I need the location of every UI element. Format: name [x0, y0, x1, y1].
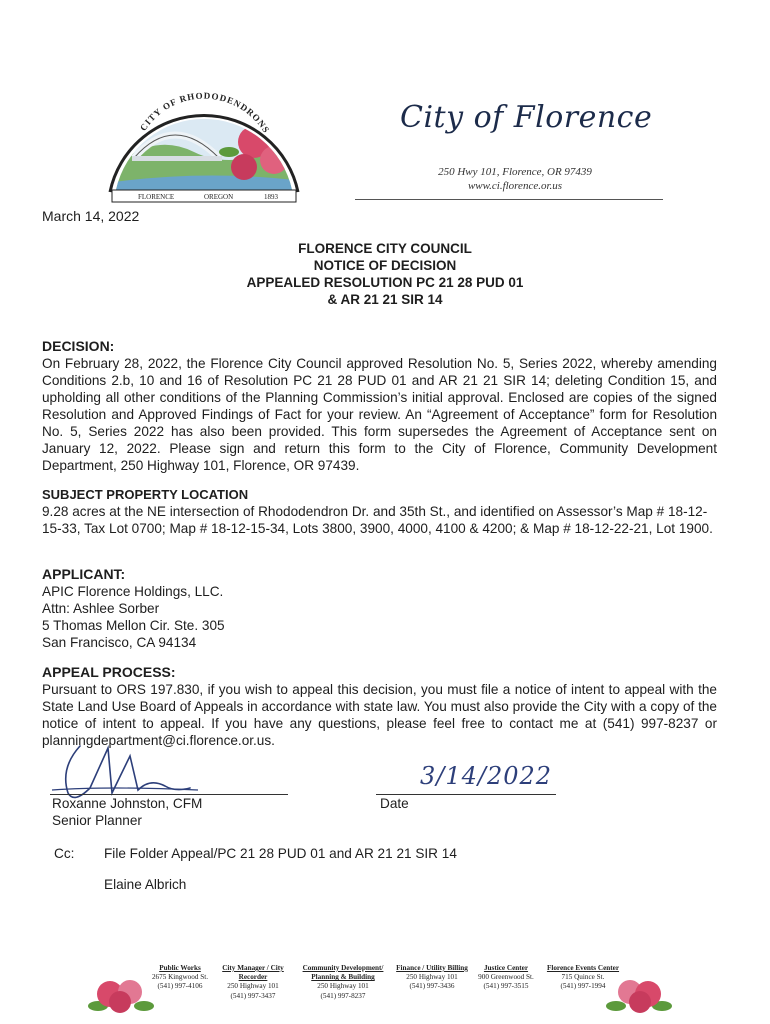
city-name: City of Florence [400, 100, 653, 135]
title-line-2: NOTICE OF DECISION [313, 258, 457, 273]
subject-property-heading: SUBJECT PROPERTY LOCATION [42, 487, 249, 502]
website-line: www.ci.florence.or.us [467, 180, 563, 192]
letter-date: March 14, 2022 [42, 208, 140, 224]
footer-dept-justice-center [472, 964, 540, 992]
seal-arc-text: CITY OF RHODODENDRONS [138, 90, 272, 136]
applicant-line: Attn: Ashlee Sorber [42, 601, 160, 616]
seal-year-text: 1893 [264, 193, 278, 201]
signature-line [50, 794, 288, 795]
appeal-heading: APPEAL PROCESS: [42, 664, 176, 680]
city-seal-logo [104, 72, 304, 212]
cc-label: Cc: [54, 846, 75, 861]
footer-dept-address: 250 Highway 101 [317, 982, 369, 991]
footer-dept-heading: City Manager / City Recorder [222, 964, 284, 982]
footer-dept-phone: (541) 997-3436 [409, 982, 455, 991]
date-line [376, 794, 556, 795]
footer-dept-phone: (541) 997-4106 [157, 982, 203, 991]
address-line-1: 250 Hwy 101, Florence, OR 97439 [438, 166, 592, 178]
decision-heading: DECISION: [42, 338, 115, 354]
title-line-1: FLORENCE CITY COUNCIL [298, 241, 472, 256]
footer-dept-community-development [292, 964, 394, 1001]
cc-line-1: File Folder Appeal/PC 21 28 PUD 01 and AR 21 21 SIR 14 [104, 846, 457, 861]
applicant-line: San Francisco, CA 94134 [42, 635, 197, 650]
signer-title: Senior Planner [52, 813, 142, 828]
title-line-3: APPEALED RESOLUTION PC 21 28 PUD 01 [246, 275, 524, 290]
footer-dept-phone: (541) 997-3515 [483, 982, 529, 991]
footer-dept-city-manager [220, 964, 286, 1001]
seal-mid-text: OREGON [204, 193, 234, 201]
signer-name: Roxanne Johnston, CFM [52, 796, 203, 811]
decision-body: On February 28, 2022, the Florence City Council approved Resolution No. 5, Series 2022, whereby amending Conditions 2.b, 10 and 16 of Resolution PC 21 28 PUD 01 and AR 21 21 SIR 14; deleting Condition 15, and upholding all other conditions of the Planning Commission’s initial approval. Enclosed are copies of the signed Resolution and Approved Findings of Fact for your review. An “Agreement of Acceptance” form for Resolution No. 5, Series 2022 has also been provided. This form supersedes the Agreement of Acceptance sent on January 12, 2022. Please sign and return this form to the City of Florence, Community Development Department, 250 Highway 101, Florence, OR 97439. [42, 356, 717, 473]
date-label: Date [380, 796, 409, 811]
notice-title [140, 240, 630, 308]
footer-dept-events-center [542, 964, 624, 992]
footer-dept-address: 2675 Kingwood St. [151, 973, 209, 982]
decision-section [42, 338, 717, 474]
footer-dept-heading: Public Works [159, 964, 201, 972]
handwritten-date: 3/14/2022 [420, 762, 553, 790]
header-rule [355, 199, 663, 200]
subject-property-section [42, 486, 717, 537]
cc-line-2: Elaine Albrich [104, 877, 187, 892]
footer-dept-heading: Florence Events Center [546, 964, 620, 972]
subject-property-body: 9.28 acres at the NE intersection of Rhododendron Dr. and 35th St., and identified on Assessor’s Map # 18-12-15-33, Tax Lot 0700; Map # 18-12-15-34, Lots 3800, 3900, 4000, 4100 & 4200; & Map # 18-12-22-21, Lot 1900. [42, 504, 713, 536]
footer-dept-heading: Community Development/ Planning & Building [302, 964, 384, 982]
footer-dept-phone: (541) 997-8237 [320, 991, 366, 1000]
footer-dept-public-works [146, 964, 214, 992]
applicant-heading: APPLICANT: [42, 566, 126, 582]
footer-dept-heading: Justice Center [483, 964, 529, 972]
applicant-line: 5 Thomas Mellon Cir. Ste. 305 [42, 618, 225, 633]
footer-dept-address: 250 Highway 101 [227, 982, 279, 991]
appeal-body: Pursuant to ORS 197.830, if you wish to appeal this decision, you must file a notice of intent to appeal with the State Land Use Board of Appeals in accordance with state law. You must also provide the City with a copy of the notice of intent to appeal. If you have any questions, please feel free to contact me at (541) 997-8237 or planningdepartment@ci.florence.or.us. [42, 682, 717, 748]
applicant-line: APIC Florence Holdings, LLC. [42, 584, 224, 599]
city-address [430, 165, 600, 193]
appeal-section [42, 664, 717, 749]
footer-dept-address: 250 Highway 101 [406, 973, 458, 982]
footer-dept-address: 900 Greenwood St. [478, 973, 534, 982]
footer-dept-phone: (541) 997-3437 [230, 991, 276, 1000]
footer-dept-heading: Finance / Utility Billing [396, 964, 468, 972]
footer-dept-address: 715 Quince St. [561, 973, 605, 982]
seal-left-text: FLORENCE [138, 193, 175, 201]
title-line-4: & AR 21 21 SIR 14 [327, 292, 443, 307]
footer-dept-finance [396, 964, 468, 992]
applicant-section [42, 566, 717, 651]
footer-dept-phone: (541) 997-1994 [560, 982, 606, 991]
